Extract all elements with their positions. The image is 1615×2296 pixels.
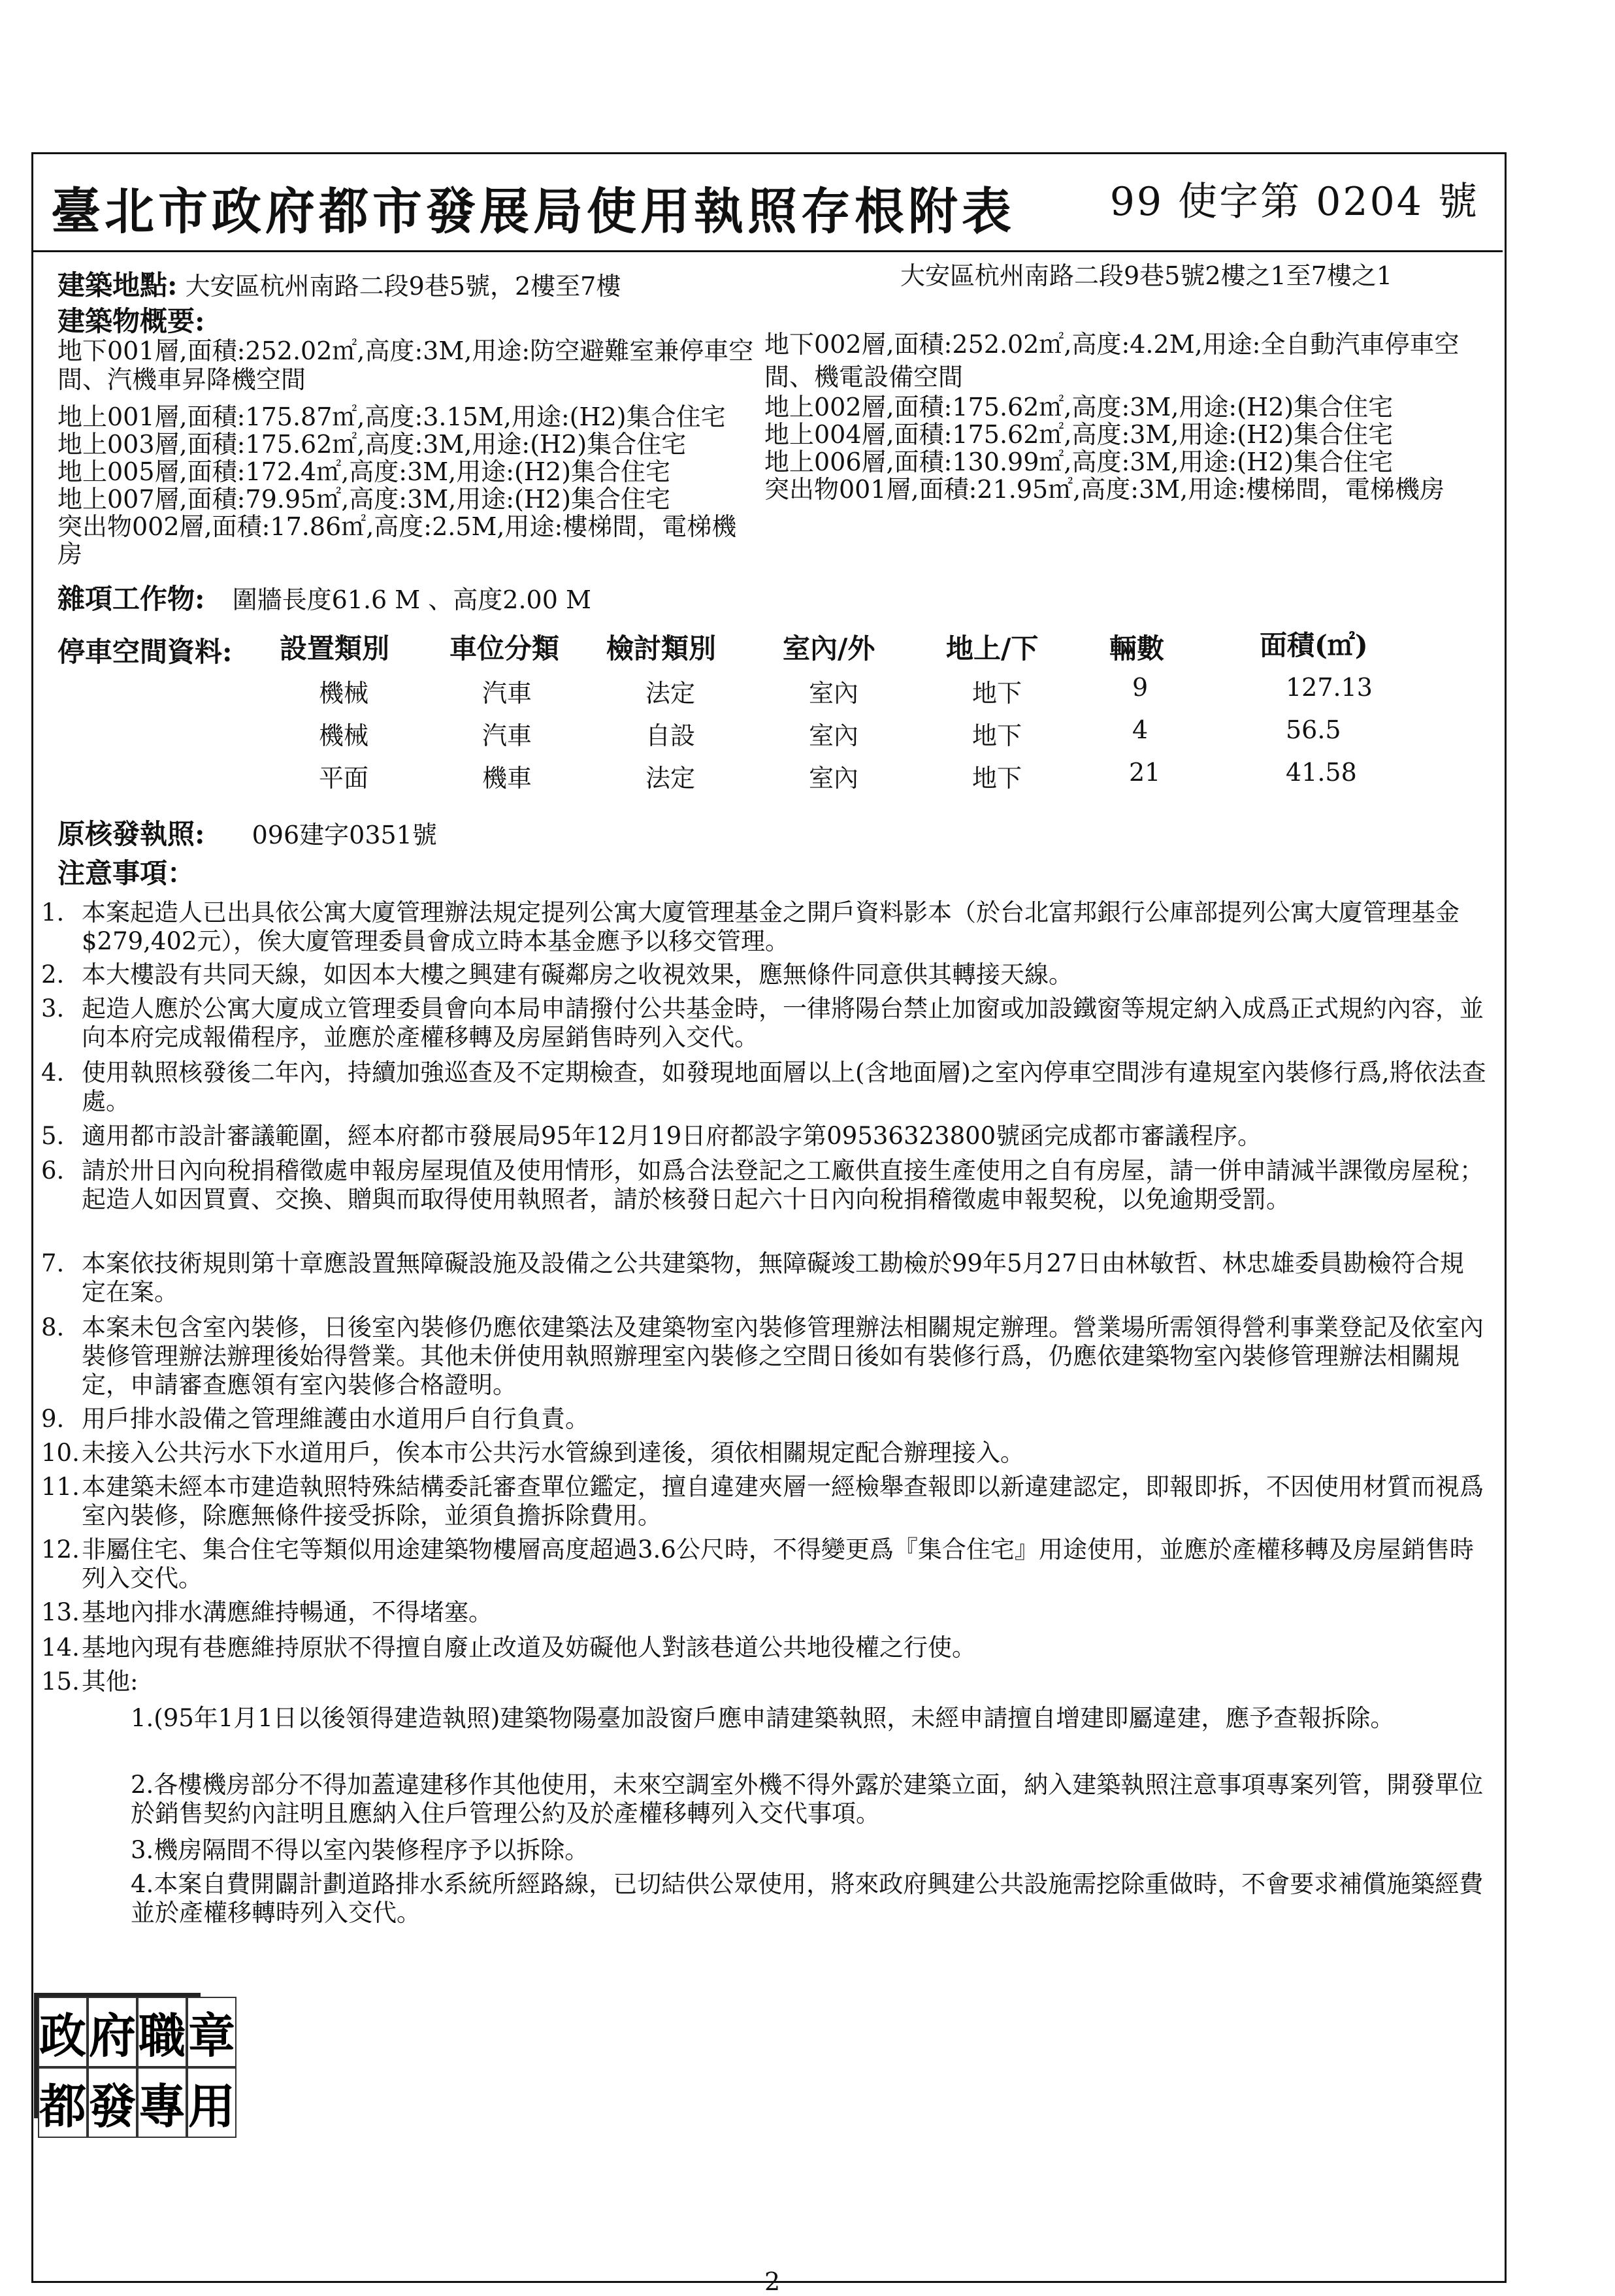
- note-item-10: [41, 1439, 1486, 1468]
- original-permit-row: [57, 820, 437, 849]
- parking-r1-c0: 機械: [319, 721, 369, 750]
- note-item-9: [41, 1405, 1486, 1434]
- note-item-5: [41, 1122, 1486, 1151]
- note-text: 基地內排水溝應維持暢通，不得堵塞。: [82, 1598, 493, 1626]
- misc-works-row: [57, 585, 591, 614]
- site-value: 大安區杭州南路二段9巷5號，2樓至7樓: [185, 272, 621, 301]
- note-item-4: [41, 1058, 1486, 1116]
- note-sub-item-1: 1.(95年1月1日以後領得建造執照)建築物陽臺加設窗戶應申請建築執照，未經申請擅自增建即屬違建，應予查報拆除。: [131, 1704, 1395, 1732]
- note-num: 10.: [41, 1439, 80, 1467]
- note-num: 6.: [41, 1156, 65, 1185]
- note-item-6: [41, 1156, 1486, 1214]
- parking-header-inout: 室內/外: [783, 632, 875, 664]
- misc-works-value: 圍牆長度61.6 M 、高度2.00 M: [232, 585, 591, 614]
- note-num: 3.: [41, 994, 65, 1023]
- parking-r0-c6: 127.13: [1286, 673, 1373, 702]
- note-num: 4.: [41, 1058, 65, 1087]
- official-seal: [34, 1993, 236, 2134]
- note-num: 14.: [41, 1633, 80, 1662]
- note-text: 基地內現有巷應維持原狀不得擅自廢止改道及妨礙他人對該巷道公共地役權之行使。: [82, 1633, 976, 1662]
- parking-r1-c3: 室內: [809, 721, 859, 750]
- title-row: [31, 152, 1503, 252]
- seal-char: 職: [137, 1997, 187, 2067]
- parking-r0-c4: 地下: [972, 679, 1022, 708]
- note-item-1: [41, 898, 1486, 956]
- note-num: 2.: [41, 960, 65, 989]
- document-title: 臺北市政府都市發展局使用執照存根附表: [51, 182, 1015, 240]
- overview-left-2: 地上001層,面積:175.87㎡,高度:3.15M,用途:(H2)集合住宅: [57, 402, 726, 431]
- note-text: 本案未包含室內裝修，日後室內裝修仍應依建築法及建築物室內裝修管理辦法相關規定辦理。營業場所需領得營利事業登記及依室內裝修管理辦法辦理後始得營業。其他未併使用執照辦理室內裝修之空間日後如有裝修行爲，仍應依建築物室內裝修管理辦法相關規定，申請審查應領有室內裝修合格證明。: [82, 1313, 1484, 1399]
- note-num: 15.: [41, 1667, 80, 1696]
- parking-r1-c1: 汽車: [482, 721, 532, 750]
- note-sub-item-4: 4.本案自費開闢計劃道路排水系統所經路線，已切結供公眾使用，將來政府興建公共設施需挖除重做時，不會要求補償施築經費並於產權移轉時列入交代。: [131, 1870, 1484, 1927]
- seal-char: 發: [88, 2067, 137, 2138]
- note-text: 非屬住宅、集合住宅等類似用途建築物樓層高度超過3.6公尺時，不得變更爲『集合住宅』用途使用，並應於產權移轉及房屋銷售時列入交代。: [82, 1535, 1474, 1592]
- note-sub-item-3: 3.機房隔間不得以室內裝修程序予以拆除。: [131, 1836, 589, 1864]
- parking-r2-c0: 平面: [319, 764, 369, 793]
- note-text: 未接入公共污水下水道用戶，俟本市公共污水管線到達後，須依相關規定配合辦理接入。: [82, 1439, 1024, 1467]
- seal-char: 都: [38, 2067, 88, 2138]
- overview-left-4: 地上005層,面積:172.4㎡,高度:3M,用途:(H2)集合住宅: [57, 457, 671, 486]
- note-text: 本大樓設有共同天線，如因本大樓之興建有礙鄰房之收視效果，應無條件同意供其轉接天線。: [82, 960, 1073, 989]
- note-item-2: [41, 960, 1486, 989]
- seal-char: 用: [187, 2067, 237, 2138]
- parking-r1-c4: 地下: [972, 721, 1022, 750]
- overview-left-7: 房: [57, 540, 83, 568]
- note-item-12: [41, 1535, 1486, 1593]
- note-text: 適用都市設計審議範圍，經本府都市發展局95年12月19日府都設字第09536323800號函完成都市審議程序。: [82, 1122, 1262, 1150]
- site-row: [57, 271, 621, 301]
- parking-r1-c6: 56.5: [1286, 715, 1341, 744]
- overview-left-0: 地下001層,面積:252.02㎡,高度:3M,用途:防空避難室兼停車空: [57, 336, 754, 365]
- parking-header-review: 檢討類別: [606, 632, 717, 664]
- parking-r2-c5: 21: [1129, 758, 1161, 787]
- parking-r0-c1: 汽車: [482, 679, 532, 708]
- parking-header-type: 設置類別: [280, 632, 390, 664]
- note-text: 使用執照核發後二年內，持續加強巡查及不定期檢查，如發現地面層以上(含地面層)之室內停車空間涉有違規室內裝修行爲,將依法查處。: [82, 1058, 1486, 1115]
- site-label: 建築地點:: [57, 269, 178, 301]
- note-text: 請於卅日內向稅捐稽徵處申報房屋現值及使用情形，如爲合法登記之工廠供直接生產使用之自有房屋，請一併申請減半課徵房屋稅；起造人如因買賣、交換、贈與而取得使用執照者，請於核發日起六十日內向稅捐稽徵處申報契稅，以免逾期受罰。: [82, 1156, 1484, 1213]
- overview-left-1: 間、汽機車昇降機空間: [57, 365, 306, 394]
- note-num: 12.: [41, 1535, 80, 1564]
- note-num: 13.: [41, 1598, 80, 1626]
- parking-header-level: 地上/下: [946, 632, 1039, 664]
- note-num: 9.: [41, 1405, 65, 1433]
- overview-label: 建築物概要:: [57, 305, 205, 337]
- note-item-7: [41, 1249, 1486, 1307]
- note-num: 1.: [41, 898, 65, 927]
- note-text: 本案依技術規則第十章應設置無障礙設施及設備之公共建築物，無障礙竣工勘檢於99年5月27日由林敏哲、林忠雄委員勘檢符合規定在案。: [82, 1249, 1464, 1306]
- overview-right-3: 地上004層,面積:175.62㎡,高度:3M,用途:(H2)集合住宅: [764, 420, 1394, 449]
- note-text: 本案起造人已出具依公寓大廈管理辦法規定提列公寓大廈管理基金之開戶資料影本（於台北富邦銀行公庫部提列公寓大廈管理基金$279,402元），俟大廈管理委員會成立時本基金應予以移交管理。: [82, 898, 1460, 955]
- original-permit-label: 原核發執照:: [57, 818, 205, 850]
- overview-left-6: 突出物002層,面積:17.86㎡,高度:2.5M,用途:樓梯間，電梯機: [57, 512, 737, 541]
- note-item-14: [41, 1633, 1486, 1662]
- note-sub-item-2: 2.各樓機房部分不得加蓋違建移作其他使用，未來空調室外機不得外露於建築立面，納入建築執照注意事項專案列管，開發單位於銷售契約內註明且應納入住戶管理公約及於產權移轉列入交代事項。: [131, 1771, 1484, 1828]
- parking-header-area: 面積(㎡): [1260, 629, 1368, 661]
- note-num: 5.: [41, 1122, 65, 1150]
- overview-right-5: 突出物001層,面積:21.95㎡,高度:3M,用途:樓梯間，電梯機房: [764, 475, 1445, 504]
- parking-header-count: 輛數: [1109, 632, 1165, 664]
- page-number: 2: [764, 2267, 781, 2296]
- note-item-11: [41, 1473, 1486, 1530]
- parking-r1-c2: 自設: [645, 721, 696, 750]
- note-num: 8.: [41, 1313, 65, 1341]
- parking-r2-c1: 機車: [482, 764, 532, 793]
- parking-r0-c3: 室內: [809, 679, 859, 708]
- notes-label: 注意事項：: [57, 857, 195, 889]
- permit-number: 99 使字第 0204 號: [1109, 179, 1479, 225]
- note-item-15: [41, 1667, 1486, 1696]
- overview-left-5: 地上007層,面積:79.95㎡,高度:3M,用途:(H2)集合住宅: [57, 485, 671, 514]
- note-item-13: [41, 1598, 1486, 1627]
- parking-r0-c0: 機械: [319, 679, 369, 708]
- note-text: 用戶排水設備之管理維護由水道用戶自行負責。: [82, 1405, 589, 1433]
- parking-r2-c6: 41.58: [1286, 758, 1357, 787]
- note-text: 其他:: [82, 1667, 139, 1696]
- site-value-right: 大安區杭州南路二段9巷5號2樓之1至7樓之1: [900, 261, 1393, 290]
- note-num: 7.: [41, 1249, 65, 1277]
- parking-r0-c5: 9: [1132, 673, 1149, 702]
- seal-char: 章: [187, 1997, 237, 2067]
- note-item-3: [41, 994, 1486, 1052]
- misc-works-label: 雜項工作物:: [57, 583, 205, 615]
- parking-r2-c3: 室內: [809, 764, 859, 793]
- note-text: 起造人應於公寓大廈成立管理委員會向本局申請撥付公共基金時，一律將陽台禁止加窗或加設鐵窗等規定納入成爲正式規約內容，並向本府完成報備程序，並應於產權移轉及房屋銷售時列入交代。: [82, 994, 1484, 1051]
- parking-r1-c5: 4: [1132, 715, 1149, 744]
- seal-char: 專: [137, 2067, 187, 2138]
- seal-char: 政: [38, 1997, 88, 2067]
- note-text: 本建築未經本市建造執照特殊結構委託審查單位鑑定，擅自違建夾層一經檢舉查報即以新違建認定，即報即拆，不因使用材質而視爲室內裝修，除應無條件接受拆除，並須負擔拆除費用。: [82, 1473, 1484, 1530]
- overview-right-4: 地上006層,面積:130.99㎡,高度:3M,用途:(H2)集合住宅: [764, 448, 1394, 476]
- overview-left-3: 地上003層,面積:175.62㎡,高度:3M,用途:(H2)集合住宅: [57, 430, 687, 459]
- parking-label: 停車空間資料:: [57, 636, 233, 668]
- note-item-8: [41, 1313, 1486, 1400]
- overview-right-1: 間、機電設備空間: [764, 363, 964, 391]
- overview-right-2: 地上002層,面積:175.62㎡,高度:3M,用途:(H2)集合住宅: [764, 393, 1394, 421]
- overview-right-0: 地下002層,面積:252.02㎡,高度:4.2M,用途:全自動汽車停車空: [764, 330, 1460, 359]
- parking-header-class: 車位分類: [449, 632, 560, 664]
- note-num: 11.: [41, 1473, 80, 1501]
- seal-char: 府: [88, 1997, 137, 2067]
- parking-r2-c2: 法定: [645, 764, 696, 793]
- parking-r2-c4: 地下: [972, 764, 1022, 793]
- parking-r0-c2: 法定: [645, 679, 696, 708]
- original-permit-value: 096建字0351號: [252, 821, 437, 849]
